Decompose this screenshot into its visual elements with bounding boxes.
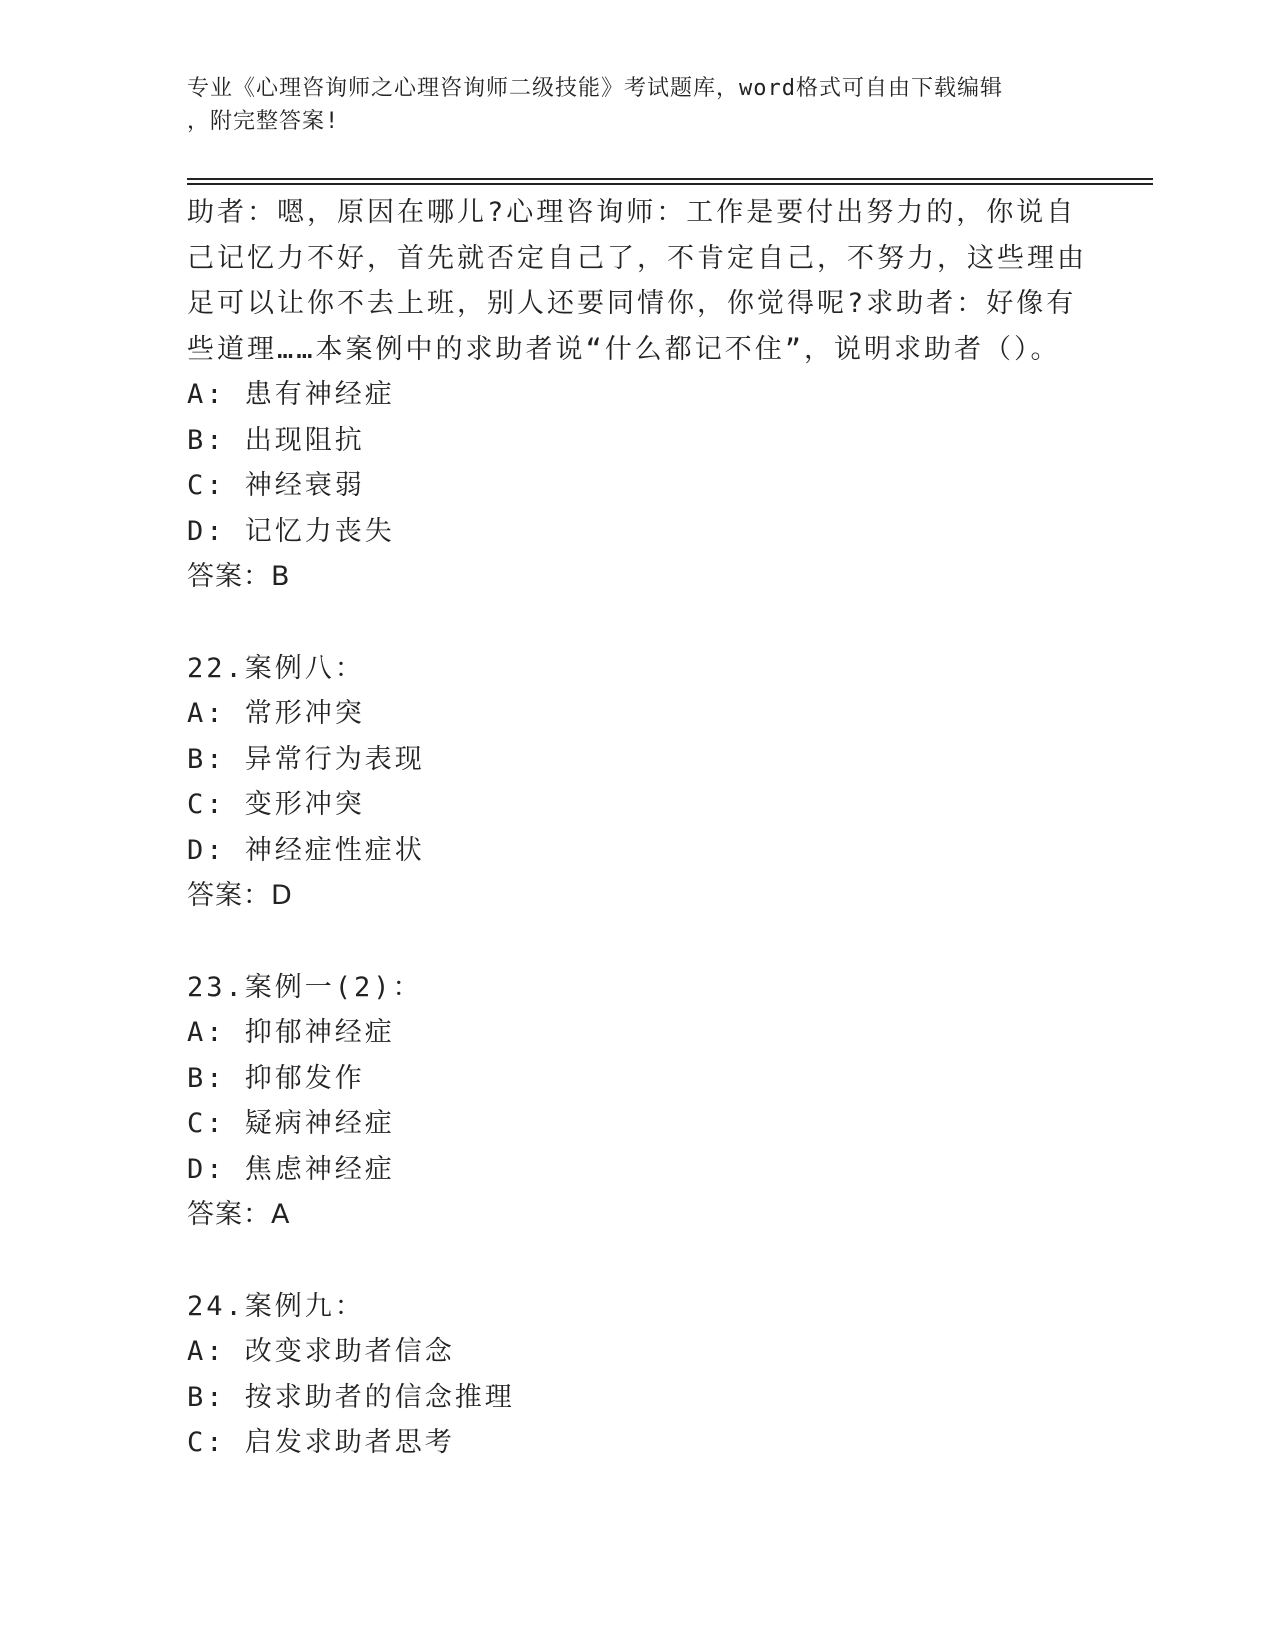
question-list bbox=[187, 190, 1087, 1466]
option-a: A: 患有神经症 bbox=[187, 379, 395, 410]
option-d: D: 焦虑神经症 bbox=[187, 1153, 395, 1185]
option-c: C: 启发求助者思考 bbox=[187, 1427, 455, 1458]
question-title: 22.案例八： bbox=[187, 652, 365, 684]
option-a: A: 改变求助者信念 bbox=[187, 1336, 455, 1367]
option-b: B: 异常行为表现 bbox=[187, 743, 425, 775]
question-title: 24.案例九： bbox=[187, 1290, 365, 1322]
option-d: D: 记忆力丧失 bbox=[187, 515, 395, 547]
header-line-2: ，附完整答案! bbox=[187, 109, 340, 134]
option-b: B: 按求助者的信念推理 bbox=[187, 1381, 515, 1413]
document-header bbox=[187, 72, 1067, 138]
question-title: 23.案例一(2)： bbox=[187, 971, 423, 1003]
question-21 bbox=[187, 190, 1087, 600]
option-b: B: 抑郁发作 bbox=[187, 1062, 365, 1094]
option-a: A: 常形冲突 bbox=[187, 698, 365, 729]
option-c: C: 神经衰弱 bbox=[187, 470, 365, 501]
header-line-1: 专业《心理咨询师之心理咨询师二级技能》考试题库，word格式可自由下载编辑 bbox=[187, 76, 1003, 101]
header-divider-top bbox=[187, 178, 1153, 180]
option-c: C: 疑病神经症 bbox=[187, 1108, 395, 1139]
question-24 bbox=[187, 1284, 1087, 1466]
answer-line: 答案：B bbox=[187, 561, 291, 592]
option-d: D: 神经症性症状 bbox=[187, 834, 425, 866]
header-divider-bottom bbox=[187, 183, 1153, 185]
option-b: B: 出现阻抗 bbox=[187, 424, 365, 456]
question-22 bbox=[187, 646, 1087, 919]
question-spacer bbox=[187, 600, 1087, 646]
answer-line: 答案：D bbox=[187, 880, 293, 911]
question-spacer bbox=[187, 919, 1087, 965]
option-c: C: 变形冲突 bbox=[187, 789, 365, 820]
answer-line: 答案：A bbox=[187, 1199, 291, 1230]
question-23 bbox=[187, 965, 1087, 1238]
option-a: A: 抑郁神经症 bbox=[187, 1017, 395, 1048]
question-spacer bbox=[187, 1238, 1087, 1284]
question-stem: 助者：嗯，原因在哪儿?心理咨询师：工作是要付出努力的，你说自己记忆力不好，首先就否定自己了，不肯定自己，不努力，这些理由足可以让你不去上班，别人还要同情你，你觉得呢?求助者：好像有些道理……本案例中的求助者说“什么都记不住”，说明求助者（）。 bbox=[187, 197, 1087, 365]
